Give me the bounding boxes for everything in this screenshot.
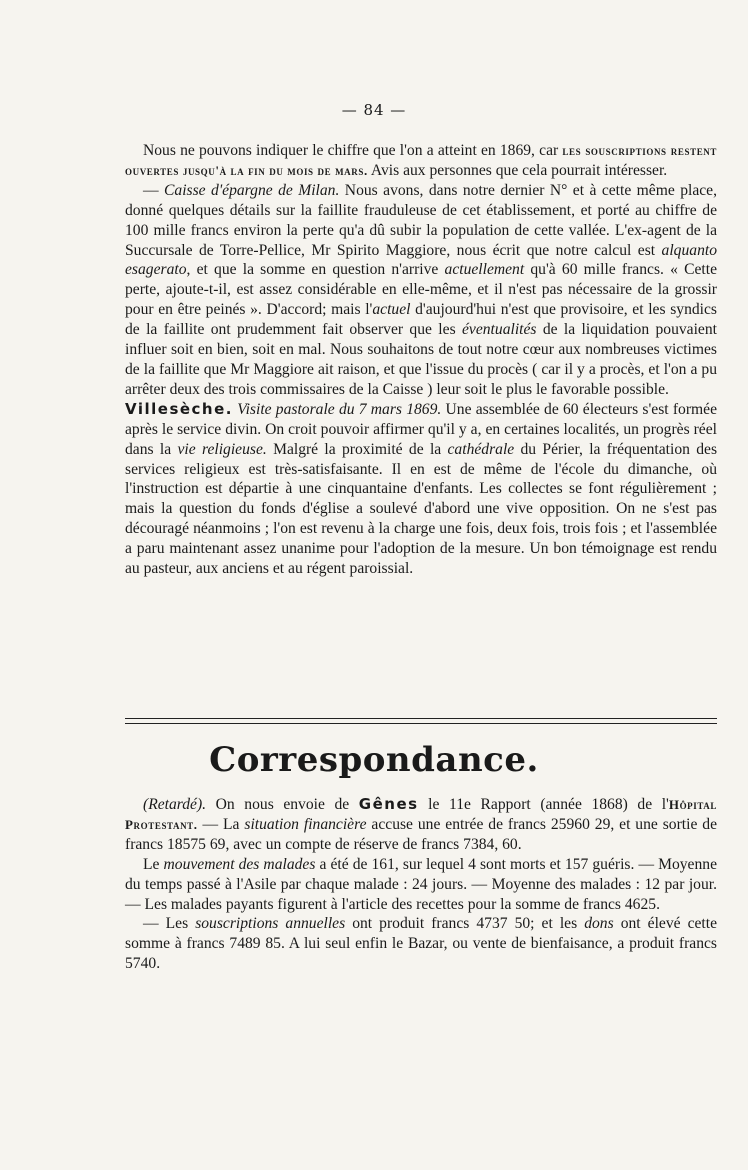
paragraph-caisse-epargne [125, 181, 717, 400]
italic-text: actuellement [444, 261, 525, 279]
text-run: Une assemblée de 60 électeurs s'est formée après le service divin. On croit pouvoir affirmer qu'il y a, en certaines localités, un progrès réel dans la [125, 400, 718, 458]
small-caps-text: les souscriptions restent ouvertes jusqu'à la fin du mois de mars. [125, 143, 717, 178]
text-run: qu'à 60 mille francs. « Cette perte, ajoute-t-il, est assez considérable en elle-même, et il n'est pas nécessaire de la grossir pour en être peinés ». D'accord; mais l' [125, 261, 717, 319]
italic-text: souscriptions annuelles [195, 915, 346, 933]
italic-text: vie religieuse. [177, 440, 267, 458]
text-run: — La [197, 815, 245, 833]
text-run: — [143, 181, 165, 199]
place-name: Villesèche. [125, 399, 233, 418]
text-run: le 11e Rapport (année 1868) de l' [418, 796, 669, 813]
section-heading: Correspondance. [209, 740, 539, 780]
correspondance-body [125, 795, 717, 974]
paragraph-villeseche [125, 400, 717, 579]
italic-text: éventualités [462, 321, 537, 339]
italic-text: cathédrale [447, 440, 515, 458]
text-run: accuse une entrée de francs 25960 29, et une sortie de francs 18575 69, avec un compte de réserve de francs 7384, 60. [125, 815, 717, 853]
text-run: de la liquidation pouvaient influer soit en bien, soit en mal. Nous souhaitons de tout notre cœur aux nombreuses victimes de la faillite que Mr Maggiore ait raison, et que l'issue du procès ( car il y a procès, et l'on a pu arrêter deux des trois commissaires de la Caisse ) leur soit le plus le favorable possible. [125, 321, 717, 398]
italic-text: dons [584, 915, 614, 933]
text-run: Nous avons, dans notre dernier N° et à cette même place, donné quelques détails sur la faillite frauduleuse de cet établissement, et porté au chiffre de 100 mille francs environ la perte qu'a dû subir la population de cette vallée. L'ex-agent de la Succursale de Torre-Pellice, Mr Spirito Maggiore, nous écrit que notre calcul est [125, 181, 717, 259]
paragraph-malades [125, 855, 717, 915]
text-run: a été de 161, sur lequel 4 sont morts et 157 guéris. — Moyenne du temps passé à l'Asile par chaque malade : 24 jours. — Moyenne des malades : 12 par jour. — Les malades payants figurent à l'article des recettes pour la somme de francs 4625. [125, 855, 717, 913]
italic-text: alquanto esagerato [125, 241, 717, 279]
text-run: ont élevé cette somme à francs 7489 85. A lui seul enfin le Bazar, ou vente de bienfaisance, a produit francs 5740. [125, 915, 718, 973]
small-caps-text: Hôpital Protestant. [125, 797, 718, 832]
italic-text: actuel [372, 301, 411, 319]
text-run: Nous ne pouvons indiquer le chiffre que l'on a atteint en 1869, car [143, 142, 563, 159]
place-name: Gênes [358, 795, 419, 813]
text-run: d'aujourd'hui n'est que provisoire, et les syndics de la faillite ont prudemment fait observer que les [125, 301, 717, 339]
page-number: — 84 — [341, 101, 407, 119]
paragraph-souscriptions-annuelles [125, 914, 717, 974]
article-body [125, 141, 717, 579]
text-run: du Périer, la fréquentation des services religieux est très-satisfaisante. Il en est de même de l'école du dimanche, où l'instruction est départie à une cinquantaine d'enfants. Les collectes se font régulièrement ; mais la question du fonds d'église a soulevé d'abord une vive opposition. On ne s'est pas découragé néanmoins ; l'on est revenu à la charge une fois, deux fois, trois fois ; et l'assemblée a paru maintenant assez unanime pour l'adoption de la mesure. Un bon témoignage est rendu au pasteur, aux anciens et au régent paroissial. [125, 440, 718, 578]
text-run: , et que la somme en question n'arrive [186, 261, 445, 279]
text-run: Malgré la proximité de la [266, 440, 448, 458]
text-run: On nous envoie de [206, 796, 359, 813]
italic-text: situation financière [244, 815, 367, 833]
italic-text: Visite pastorale du 7 mars 1869. [233, 400, 442, 418]
text-run: Le [143, 855, 164, 873]
paragraph-genes-report [125, 795, 717, 855]
paragraph-souscriptions [125, 141, 717, 181]
section-divider [125, 718, 717, 724]
italic-text: (Retardé). [143, 796, 207, 813]
text-run: — Les [143, 915, 196, 933]
italic-text: Caisse d'épargne de Milan. [164, 181, 340, 199]
text-run: ont produit francs 4737 50; et les [345, 915, 585, 933]
italic-text: mouvement des malades [163, 855, 316, 873]
text-run: Avis aux personnes que cela pourrait intéresser. [367, 161, 668, 179]
